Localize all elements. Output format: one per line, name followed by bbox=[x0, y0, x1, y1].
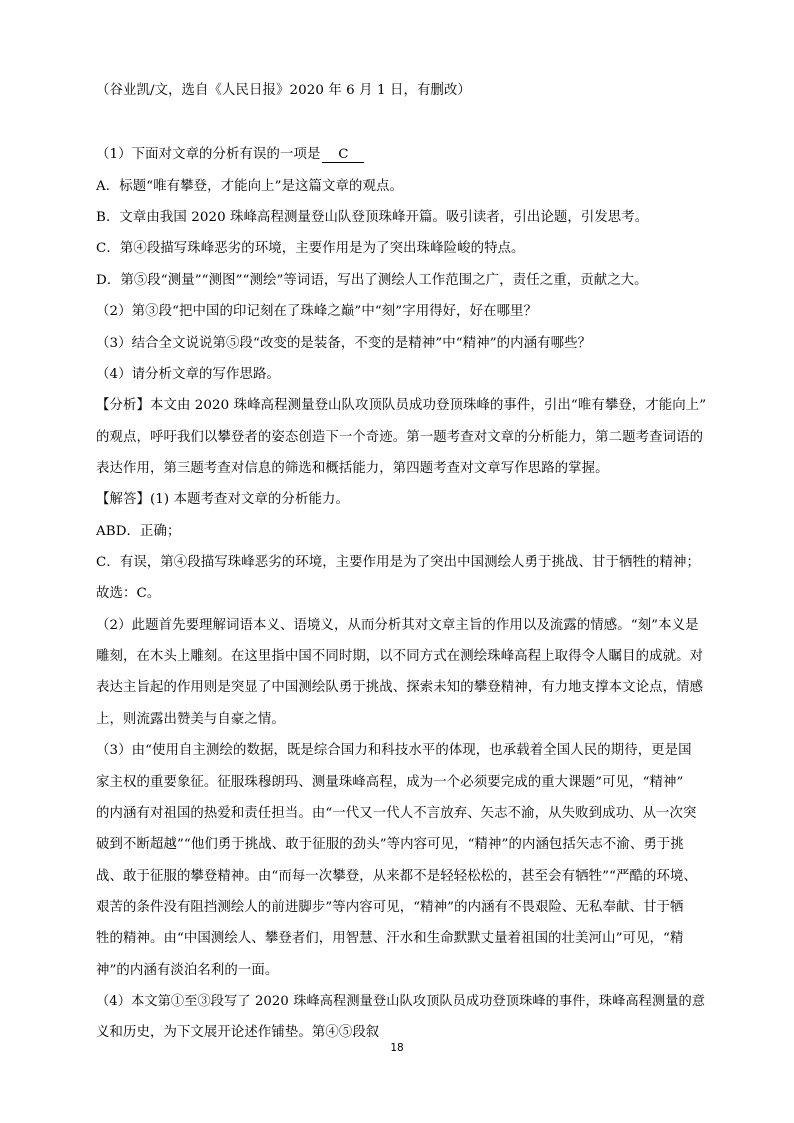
source-citation: （谷业凯/文，选自《人民日报》2020 年 6 月 1 日，有删改） bbox=[96, 83, 471, 98]
question-2: （2）第③段“把中国的印记刻在了珠峰之巅”中“刻”字用得好，好在哪里？ bbox=[96, 304, 538, 319]
solution-1-line: C．有误，第④段描写珠峰恶劣的环境，主要作用是为了突出中国测绘人勇于挑战、甘于牺牲的精神； bbox=[96, 555, 700, 570]
question-3: （3）结合全文说说第⑤段“改变的是装备，不变的是精神”中“精神”的内涵有哪些？ bbox=[96, 336, 592, 351]
analysis-line: 表达作用，第三题考查对信息的筛选和概括能力，第四题考查对文章写作思路的掌握。 bbox=[96, 461, 609, 476]
solution-2-line: 表达主旨起的作用则是突显了中国测绘队勇于挑战、探索未知的攀登精神，有力地支撑本文论点，情感 bbox=[96, 680, 704, 695]
question-1-option-c: C．第④段描写珠峰恶劣的环境，主要作用是为了突出珠峰险峻的特点。 bbox=[96, 241, 525, 256]
analysis-line: 【分析】本文由 2020 珠峰高程测量登山队攻顶队员成功登顶珠峰的事件，引出“唯有攀登，才能向上” bbox=[96, 398, 707, 413]
question-1-stem bbox=[96, 146, 706, 164]
solution-4-line: 义和历史，为下文展开论述作铺垫。第④⑤段叙 bbox=[96, 1025, 380, 1040]
solution-4-line: （4）本文第①至③段写了 2020 珠峰高程测量登山队攻顶队员成功登顶珠峰的事件，珠峰高程测量的意 bbox=[96, 994, 706, 1009]
solution-1-line: 故选：C。 bbox=[96, 586, 161, 601]
solution-3-line: 战、敢于征服的攀登精神。由“而每一次攀登，从来都不是轻轻松松的，甚至会有牺牲”“严酷的环境、 bbox=[96, 869, 697, 884]
solution-3-line: 家主权的重要象征。征服珠穆朗玛、测量珠峰高程，成为一个必须要完成的重大课题”可见，“精神” bbox=[96, 775, 684, 790]
solution-3-line: 牲的精神。由“中国测绘人、攀登者们，用智慧、汗水和生命默默丈量着祖国的壮美河山”可见，“精 bbox=[96, 931, 684, 946]
solution-2-line: 上，则流露出赞美与自豪之情。 bbox=[96, 712, 285, 727]
analysis-line: 的观点，呼吁我们以攀登者的姿态创造下一个奇迹。第一题考查对文章的分析能力，第二题考查词语的 bbox=[96, 430, 704, 445]
page-number: 18 bbox=[390, 1042, 404, 1054]
solution-3-line: 的内涵有对祖国的热爱和责任担当。由“一代又一代人不言放弃、矢志不渝，从失败到成功、从一次突 bbox=[96, 806, 697, 821]
solution-3-line: （3）由“使用自主测绘的数据，既是综合国力和科技水平的体现，也承载着全国人民的期待，更是国 bbox=[96, 743, 692, 758]
solution-1-line: ABD．正确； bbox=[96, 524, 181, 539]
solution-3-line: 神”的内涵有淡泊名利的一面。 bbox=[96, 963, 279, 978]
solution-3-line: 艰苦的条件没有阻挡测绘人的前进脚步”等内容可见，“精神”的内涵有不畏艰险、无私奉献、甘于牺 bbox=[96, 900, 684, 915]
question-1-text: （1）下面对文章的分析有误的一项是 bbox=[96, 147, 321, 162]
solution-2-line: 雕刻，在木头上雕刻。在这里指中国不同时期，以不同方式在测绘珠峰高程上取得令人瞩目的成就。对 bbox=[96, 649, 704, 664]
question-1-option-a: A．标题“唯有攀登，才能向上”是这篇文章的观点。 bbox=[96, 179, 403, 194]
question-1-answer: C bbox=[322, 147, 364, 163]
question-1-option-d: D．第⑤段“测量”“测图”“测绘”等词语，写出了测绘人工作范围之广，责任之重，贡献之大。 bbox=[96, 273, 648, 288]
solution-2-line: （2）此题首先要理解词语本义、语境义，从而分析其对文章主旨的作用以及流露的情感。“刻”本义是 bbox=[96, 618, 699, 633]
solution-1-line: 【解答】(1) 本题考查对文章的分析能力。 bbox=[96, 492, 349, 507]
question-4: （4）请分析文章的写作思路。 bbox=[96, 367, 280, 382]
question-1-option-b: B．文章由我国 2020 珠峰高程测量登山队登顶珠峰开篇。吸引读者，引出论题，引发思考。 bbox=[96, 210, 649, 225]
solution-3-line: 破到不断超越”“他们勇于挑战、敢于征服的劲头”等内容可见，“精神”的内涵包括矢志不渝、勇于挑 bbox=[96, 837, 684, 852]
